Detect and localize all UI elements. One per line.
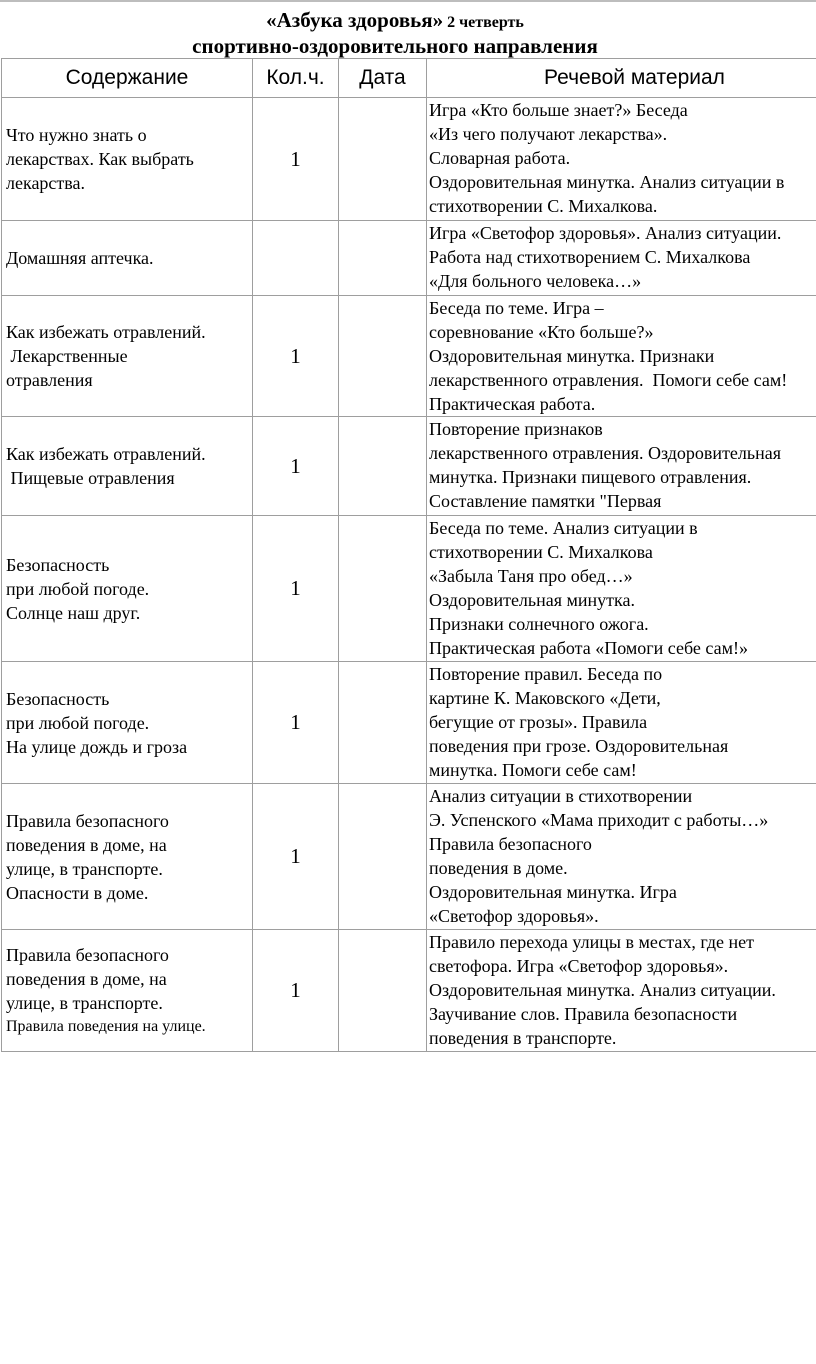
material-line: Заучивание слов. Правила безопасности [429, 1004, 738, 1024]
row-hours-cell: 1 [253, 930, 339, 1052]
page-subtitle: спортивно-оздоровительного направления [192, 34, 598, 58]
content-line: улице, в транспорте. [6, 992, 163, 1013]
row-hours-cell: 1 [253, 662, 339, 784]
lesson-plan-table [1, 58, 816, 1052]
material-line: минутка. Признаки пищевого отравления. [429, 467, 752, 487]
material-line: «Для больного человека…» [429, 271, 642, 291]
table-row [2, 930, 816, 1052]
row-material-cell [427, 662, 816, 784]
material-line: соревнование «Кто больше?» [429, 322, 654, 342]
table-row [2, 221, 816, 296]
content-line: Солнце наш друг. [6, 602, 141, 623]
column-header-material: Речевой материал [427, 59, 816, 98]
material-line: картине К. Маковского «Дети, [429, 688, 661, 708]
material-line: «Забыла Таня про обед…» [429, 566, 633, 586]
content-line: Как избежать отравлений. [6, 444, 206, 464]
title-main: «Азбука здоровья» [266, 8, 444, 32]
content-line: поведения в доме, на [6, 834, 167, 855]
material-line: поведения в транспорте. [429, 1028, 617, 1048]
row-date-cell [339, 662, 427, 784]
row-material-cell [427, 784, 816, 930]
content-line: Как избежать отравлений. [6, 322, 206, 342]
material-line: поведения при грозе. Оздоровительная [429, 736, 729, 756]
material-line: Словарная работа. [429, 148, 571, 168]
material-line: Повторение признаков [429, 419, 603, 439]
content-line: лекарствах. Как выбрать [6, 149, 194, 169]
table-row [2, 296, 816, 417]
table-row [2, 516, 816, 662]
material-line: «Из чего получают лекарства». [429, 124, 668, 144]
row-date-cell [339, 784, 427, 930]
material-line: стихотворении С. Михалкова [429, 542, 653, 562]
row-material-cell [427, 516, 816, 662]
table-row [2, 98, 816, 221]
row-date-cell [339, 98, 427, 221]
material-line: поведения в доме. [429, 858, 568, 878]
material-line: Оздоровительная минутка. Игра [429, 882, 677, 902]
row-content-cell [2, 221, 253, 296]
material-line: Оздоровительная минутка. Признаки [429, 346, 715, 366]
row-content-cell [2, 516, 253, 662]
row-content-cell [2, 784, 253, 930]
material-line: Игра «Кто больше знает?» Беседа [429, 100, 688, 120]
content-line: Правила безопасного [6, 944, 169, 965]
material-line: Практическая работа «Помоги себе сам!» [429, 638, 748, 658]
row-hours-cell: 1 [253, 296, 339, 417]
content-line: поведения в доме, на [6, 968, 167, 989]
row-material-cell [427, 221, 816, 296]
content-line: отравления [6, 370, 93, 390]
row-content-cell [2, 417, 253, 516]
material-line: Признаки солнечного ожога. [429, 614, 649, 634]
material-line: Оздоровительная минутка. Анализ ситуации. [429, 980, 776, 1000]
content-line-small: Правила поведения на улице. [6, 1017, 206, 1035]
material-line: стихотворении С. Михалкова. [429, 196, 658, 216]
material-line: Беседа по теме. Игра – [429, 298, 604, 318]
row-date-cell [339, 930, 427, 1052]
material-line: Беседа по теме. Анализ ситуации в [429, 518, 698, 538]
row-hours-cell [253, 221, 339, 296]
row-hours-cell: 1 [253, 98, 339, 221]
material-line: Анализ ситуации в стихотворении [429, 786, 693, 806]
material-line: лекарственного отравления. Оздоровительная [429, 443, 782, 463]
material-line: Оздоровительная минутка. Анализ ситуации в [429, 172, 785, 192]
content-line: Пищевые отравления [6, 468, 175, 488]
row-date-cell [339, 417, 427, 516]
content-line: лекарства. [6, 173, 86, 193]
material-line: лекарственного отравления. Помоги себе сам! [429, 370, 788, 390]
row-content-cell [2, 662, 253, 784]
material-line: Работа над стихотворением С. Михалкова [429, 247, 751, 267]
row-material-cell [427, 296, 816, 417]
row-hours-cell: 1 [253, 516, 339, 662]
material-line: минутка. Помоги себе сам! [429, 760, 637, 780]
row-material-cell [427, 417, 816, 516]
table-row [2, 784, 816, 930]
top-border-line [0, 0, 816, 2]
row-material-cell [427, 930, 816, 1052]
row-content-cell [2, 98, 253, 221]
material-line: Составление памятки "Первая [429, 491, 662, 511]
row-date-cell [339, 296, 427, 417]
material-line: Правило перехода улицы в местах, где нет [429, 932, 754, 952]
material-line: «Светофор здоровья». [429, 906, 599, 926]
page-title [0, 7, 790, 36]
column-header-content: Содержание [2, 59, 253, 98]
column-header-hours: Кол.ч. [253, 59, 339, 98]
content-line: Правила безопасного [6, 810, 169, 831]
table-header-row [2, 59, 816, 98]
material-line: Практическая работа. [429, 394, 596, 414]
content-line: Лекарственные [6, 346, 128, 366]
column-header-date: Дата [339, 59, 427, 98]
material-line: Э. Успенского «Мама приходит с работы…» [429, 810, 769, 830]
content-line: Безопасность [6, 554, 110, 575]
row-date-cell [339, 516, 427, 662]
table-row [2, 662, 816, 784]
row-content-cell [2, 296, 253, 417]
content-line: при любой погоде. [6, 712, 150, 733]
content-line: Безопасность [6, 688, 110, 709]
content-line: при любой погоде. [6, 578, 150, 599]
content-line: На улице дождь и гроза [6, 736, 188, 757]
material-line: Повторение правил. Беседа по [429, 664, 663, 684]
material-line: Игра «Светофор здоровья». Анализ ситуации. [429, 223, 782, 243]
material-line: Правила безопасного [429, 834, 592, 854]
title-quarter: 2 четверть [443, 14, 524, 31]
row-date-cell [339, 221, 427, 296]
material-line: светофора. Игра «Светофор здоровья». [429, 956, 729, 976]
material-line: Оздоровительная минутка. [429, 590, 636, 610]
row-hours-cell: 1 [253, 417, 339, 516]
material-line: бегущие от грозы». Правила [429, 712, 648, 732]
table-row [2, 417, 816, 516]
content-line: Домашняя аптечка. [6, 248, 154, 268]
content-line: Опасности в доме. [6, 882, 149, 903]
row-content-cell [2, 930, 253, 1052]
content-line: Что нужно знать о [6, 125, 147, 145]
row-hours-cell: 1 [253, 784, 339, 930]
content-line: улице, в транспорте. [6, 858, 163, 879]
row-material-cell [427, 98, 816, 221]
